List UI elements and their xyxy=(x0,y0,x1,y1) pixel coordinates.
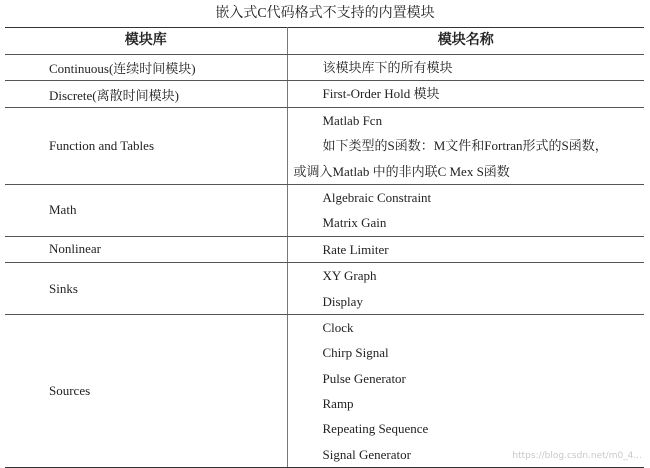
block-item: Ramp xyxy=(322,396,354,412)
block-item: Rate Limiter xyxy=(322,241,389,257)
block-item: Algebraic Constraint xyxy=(322,189,432,205)
block-item: Pulse Generator xyxy=(322,370,406,386)
table-header-row xyxy=(5,28,644,55)
blocks-cell xyxy=(287,55,644,81)
block-item: XY Graph xyxy=(322,268,377,284)
library-cell: Continuous(连续时间模块) xyxy=(5,55,287,81)
blocks-cell xyxy=(287,314,644,467)
library-cell: Math xyxy=(5,184,287,236)
header-library: 模块库 xyxy=(5,28,287,55)
table-row xyxy=(5,314,644,467)
blocks-cell xyxy=(287,81,644,107)
blocks-cell xyxy=(287,263,644,315)
table-row xyxy=(5,236,644,262)
library-cell: Sources xyxy=(5,314,287,467)
table-row xyxy=(5,184,644,236)
library-cell: Discrete(离散时间模块) xyxy=(5,81,287,107)
block-item: 如下类型的S函数：M文件和Fortran形式的S函数， xyxy=(322,138,608,154)
table-row xyxy=(5,81,644,107)
table-row xyxy=(5,107,644,184)
header-block-name: 模块名称 xyxy=(287,28,644,55)
block-item: Clock xyxy=(322,319,354,335)
block-item: First-Order Hold 模块 xyxy=(322,86,440,102)
blocks-cell xyxy=(287,184,644,236)
block-item: Chirp Signal xyxy=(322,345,389,361)
block-item: 该模块库下的所有模块 xyxy=(322,60,453,75)
library-cell: Sinks xyxy=(5,263,287,315)
unsupported-blocks-table xyxy=(5,27,644,468)
table-caption: 嵌入式C代码格式不支持的内置模块 xyxy=(215,6,435,21)
block-item: Signal Generator xyxy=(322,446,411,462)
block-item: Repeating Sequence xyxy=(322,421,429,437)
blocks-cell xyxy=(287,107,644,184)
library-cell: Nonlinear xyxy=(5,236,287,262)
table-row xyxy=(5,55,644,81)
block-item: 或调入Matlab 中的非内联C Mex S函数 xyxy=(293,163,510,179)
block-item: Display xyxy=(322,293,363,309)
table-row xyxy=(5,263,644,315)
library-cell: Function and Tables xyxy=(5,107,287,184)
block-item: Matrix Gain xyxy=(322,215,387,231)
watermark: https://blog.csdn.net/m0_4... xyxy=(512,451,642,461)
blocks-cell xyxy=(287,236,644,262)
block-item: Matlab Fcn xyxy=(322,112,383,128)
